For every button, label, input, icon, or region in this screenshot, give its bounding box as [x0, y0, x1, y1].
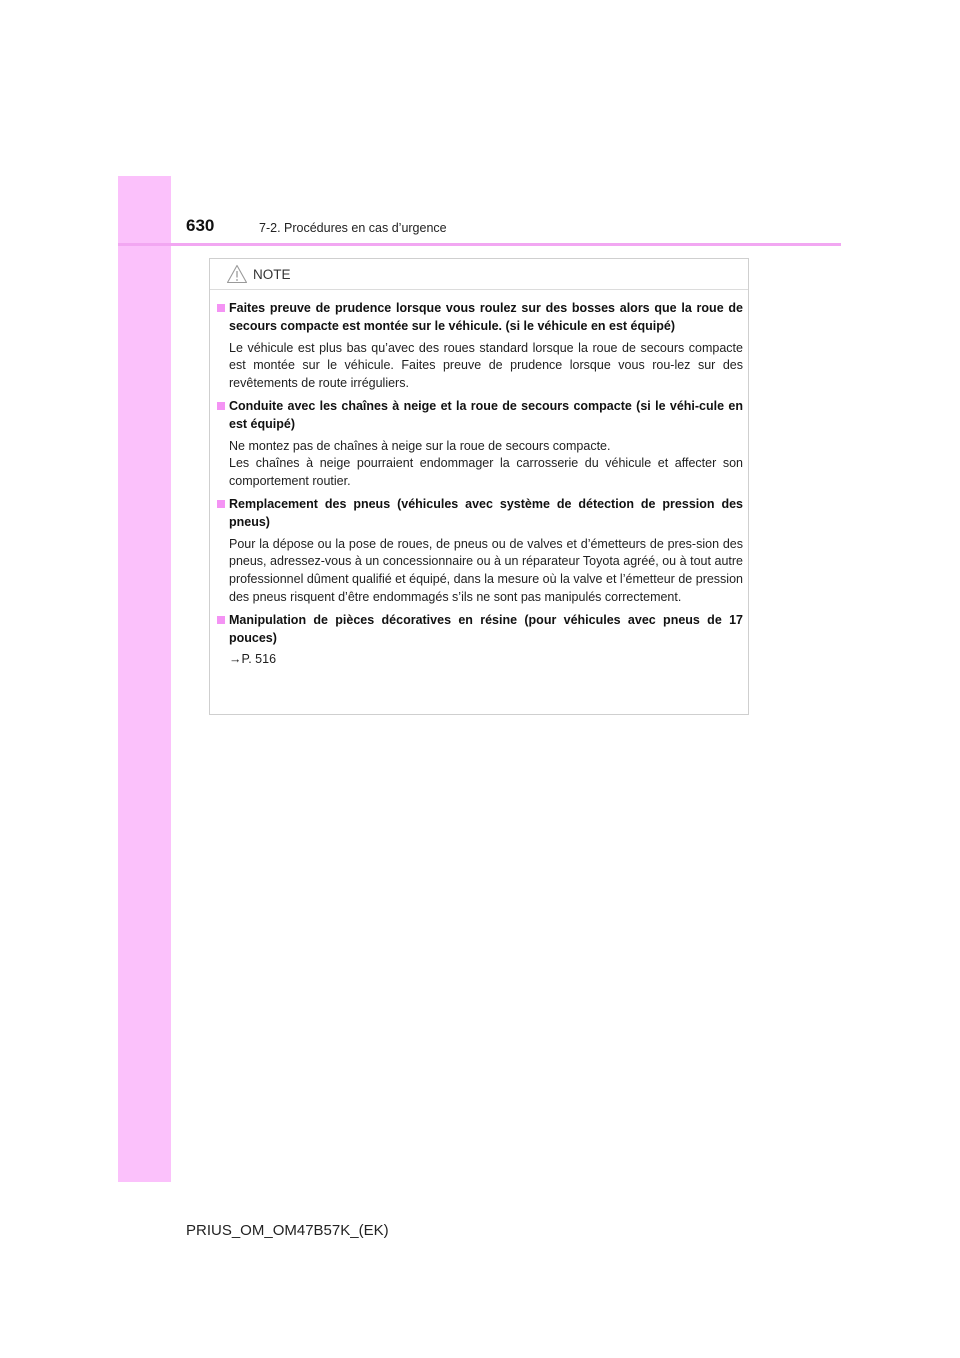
note-header-rule: [210, 289, 748, 290]
pink-square-bullet-icon: [217, 616, 225, 624]
note-paragraph: Les chaînes à neige pourraient endommager la carrosserie du véhicule et affecter son comportement routier.: [229, 456, 743, 489]
note-content: [217, 300, 743, 674]
note-item-title: Manipulation de pièces décoratives en résine (pour véhicules avec pneus de 17 pouces): [217, 612, 743, 648]
note-header: [226, 263, 291, 285]
note-item-body: [217, 536, 743, 607]
pink-square-bullet-icon: [217, 500, 225, 508]
header-rule: [118, 243, 841, 246]
note-item-title: Faites preuve de prudence lorsque vous roulez sur des bosses alors que la roue de secours compacte est montée sur le véhicule. (si le véhicule en est équipé): [217, 300, 743, 336]
note-paragraph: Le véhicule est plus bas qu’avec des roues standard lorsque la roue de secours compacte est montée sur le véhicule. Faites preuve de prudence lorsque vous rou-lez sur des revêtements de route irréguliers.: [229, 340, 743, 391]
footer-code: PRIUS_OM_OM47B57K_(EK): [186, 1222, 389, 1239]
note-box: [209, 258, 749, 715]
page-reference[interactable]: →P. 516: [229, 652, 277, 667]
note-paragraph: Ne montez pas de chaînes à neige sur la roue de secours compacte.: [229, 438, 611, 453]
section-title: 7-2. Procédures en cas d’urgence: [259, 221, 447, 235]
note-item-body: [217, 651, 743, 669]
page-number: 630: [186, 216, 215, 235]
note-item-1: [217, 300, 743, 393]
note-item-body: [217, 438, 743, 491]
note-paragraph: Pour la dépose ou la pose de roues, de pneus ou de valves et d’émetteurs de pres-sion des pneus, adressez-vous à un concessionnaire ou à un réparateur Toyota agréé, ou à tout autre professionnel dûment qualifié et équipé, dans la mesure où la valve et l’émetteur de pression des pneus risquent d’être endommagés s’ils ne sont pas manipulés correctement.: [229, 536, 743, 604]
note-item-title: Conduite avec les chaînes à neige et la roue de secours compacte (si le véhi-cule en est équipé): [217, 398, 743, 434]
pink-square-bullet-icon: [217, 402, 225, 410]
warning-triangle-icon: [226, 264, 248, 284]
note-item-2: [217, 398, 743, 491]
side-band: [118, 176, 171, 1182]
note-item-3: [217, 496, 743, 607]
note-item-title: Remplacement des pneus (véhicules avec système de détection de pression des pneus): [217, 496, 743, 532]
pink-square-bullet-icon: [217, 304, 225, 312]
note-item-4: [217, 612, 743, 669]
note-label: NOTE: [253, 266, 291, 282]
note-item-body: [217, 340, 743, 393]
